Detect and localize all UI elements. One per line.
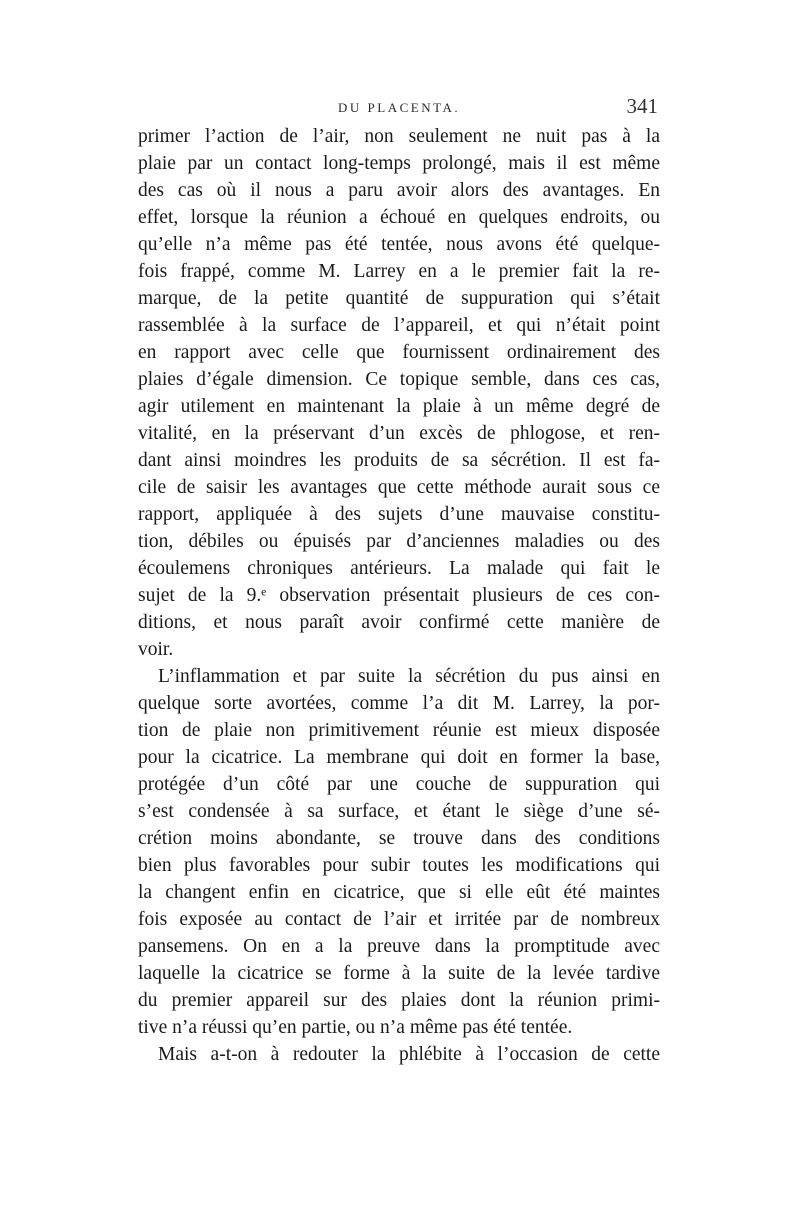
text-line: cile de saisir les avantages que cette méthode aurait sous ce xyxy=(138,477,660,498)
text-line: laquelle la cicatrice se forme à la suite de la levée tardive xyxy=(138,963,660,984)
text-line: des cas où il nous a paru avoir alors des avantages. En xyxy=(138,180,660,201)
text-line: sujet de la 9.ᵉ observation présentait plusieurs de ces con- xyxy=(138,585,660,606)
body-text xyxy=(138,123,660,1068)
text-line: fois exposée au contact de l’air et irritée par de nombreux xyxy=(138,909,660,930)
text-line: vitalité, en la préservant d’un excès de phlogose, et ren- xyxy=(138,423,660,444)
paragraph-end-line: tive n’a réussi qu’en partie, ou n’a même pas été tentée. xyxy=(138,1017,573,1038)
text-line: quelque sorte avortées, comme l’a dit M. Larrey, la por- xyxy=(138,693,660,714)
page-number: 341 xyxy=(626,94,658,118)
text-line: s’est condensée à sa surface, et étant le siège d’une sé- xyxy=(138,801,660,822)
paragraph-start-line: L’inflammation et par suite la sécrétion du pus ainsi en xyxy=(158,666,660,687)
text-line: primer l’action de l’air, non seulement ne nuit pas à la xyxy=(138,126,660,147)
text-line: plaie par un contact long-temps prolongé, mais il est même xyxy=(138,153,660,174)
paragraph-end-line: voir. xyxy=(138,639,174,660)
text-line: protégée d’un côté par une couche de suppuration qui xyxy=(138,774,660,795)
text-line: dant ainsi moindres les produits de sa sécrétion. Il est fa- xyxy=(138,450,660,471)
text-line: qu’elle n’a même pas été tentée, nous avons été quelque- xyxy=(138,234,660,255)
text-line: agir utilement en maintenant la plaie à un même degré de xyxy=(138,396,660,417)
text-line: tion de plaie non primitivement réunie est mieux disposée xyxy=(138,720,660,741)
text-line: rassemblée à la surface de l’appareil, et qui n’était point xyxy=(138,315,660,336)
text-line: la changent enfin en cicatrice, que si elle eût été maintes xyxy=(138,882,660,903)
text-line: du premier appareil sur des plaies dont la réunion primi- xyxy=(138,990,660,1011)
text-line: fois frappé, comme M. Larrey en a le premier fait la re- xyxy=(138,261,660,282)
text-line: crétion moins abondante, se trouve dans des conditions xyxy=(138,828,660,849)
text-line: en rapport avec celle que fournissent ordinairement des xyxy=(138,342,660,363)
paragraph-start-line: Mais a-t-on à redouter la phlébite à l’occasion de cette xyxy=(158,1044,660,1065)
running-head xyxy=(138,94,660,124)
running-title: DU PLACENTA. xyxy=(338,100,461,115)
text-line: pour la cicatrice. La membrane qui doit en former la base, xyxy=(138,747,660,768)
text-line: effet, lorsque la réunion a échoué en quelques endroits, ou xyxy=(138,207,660,228)
text-line: rapport, appliquée à des sujets d’une mauvaise constitu- xyxy=(138,504,660,525)
text-line: écoulemens chroniques antérieurs. La malade qui fait le xyxy=(138,558,660,579)
text-line: marque, de la petite quantité de suppuration qui s’était xyxy=(138,288,660,309)
text-line: bien plus favorables pour subir toutes les modifications qui xyxy=(138,855,660,876)
text-line: pansemens. On en a la preuve dans la promptitude avec xyxy=(138,936,660,957)
text-line: tion, débiles ou épuisés par d’anciennes maladies ou des xyxy=(138,531,660,552)
text-line: ditions, et nous paraît avoir confirmé cette manière de xyxy=(138,612,660,633)
text-line: plaies d’égale dimension. Ce topique semble, dans ces cas, xyxy=(138,369,660,390)
